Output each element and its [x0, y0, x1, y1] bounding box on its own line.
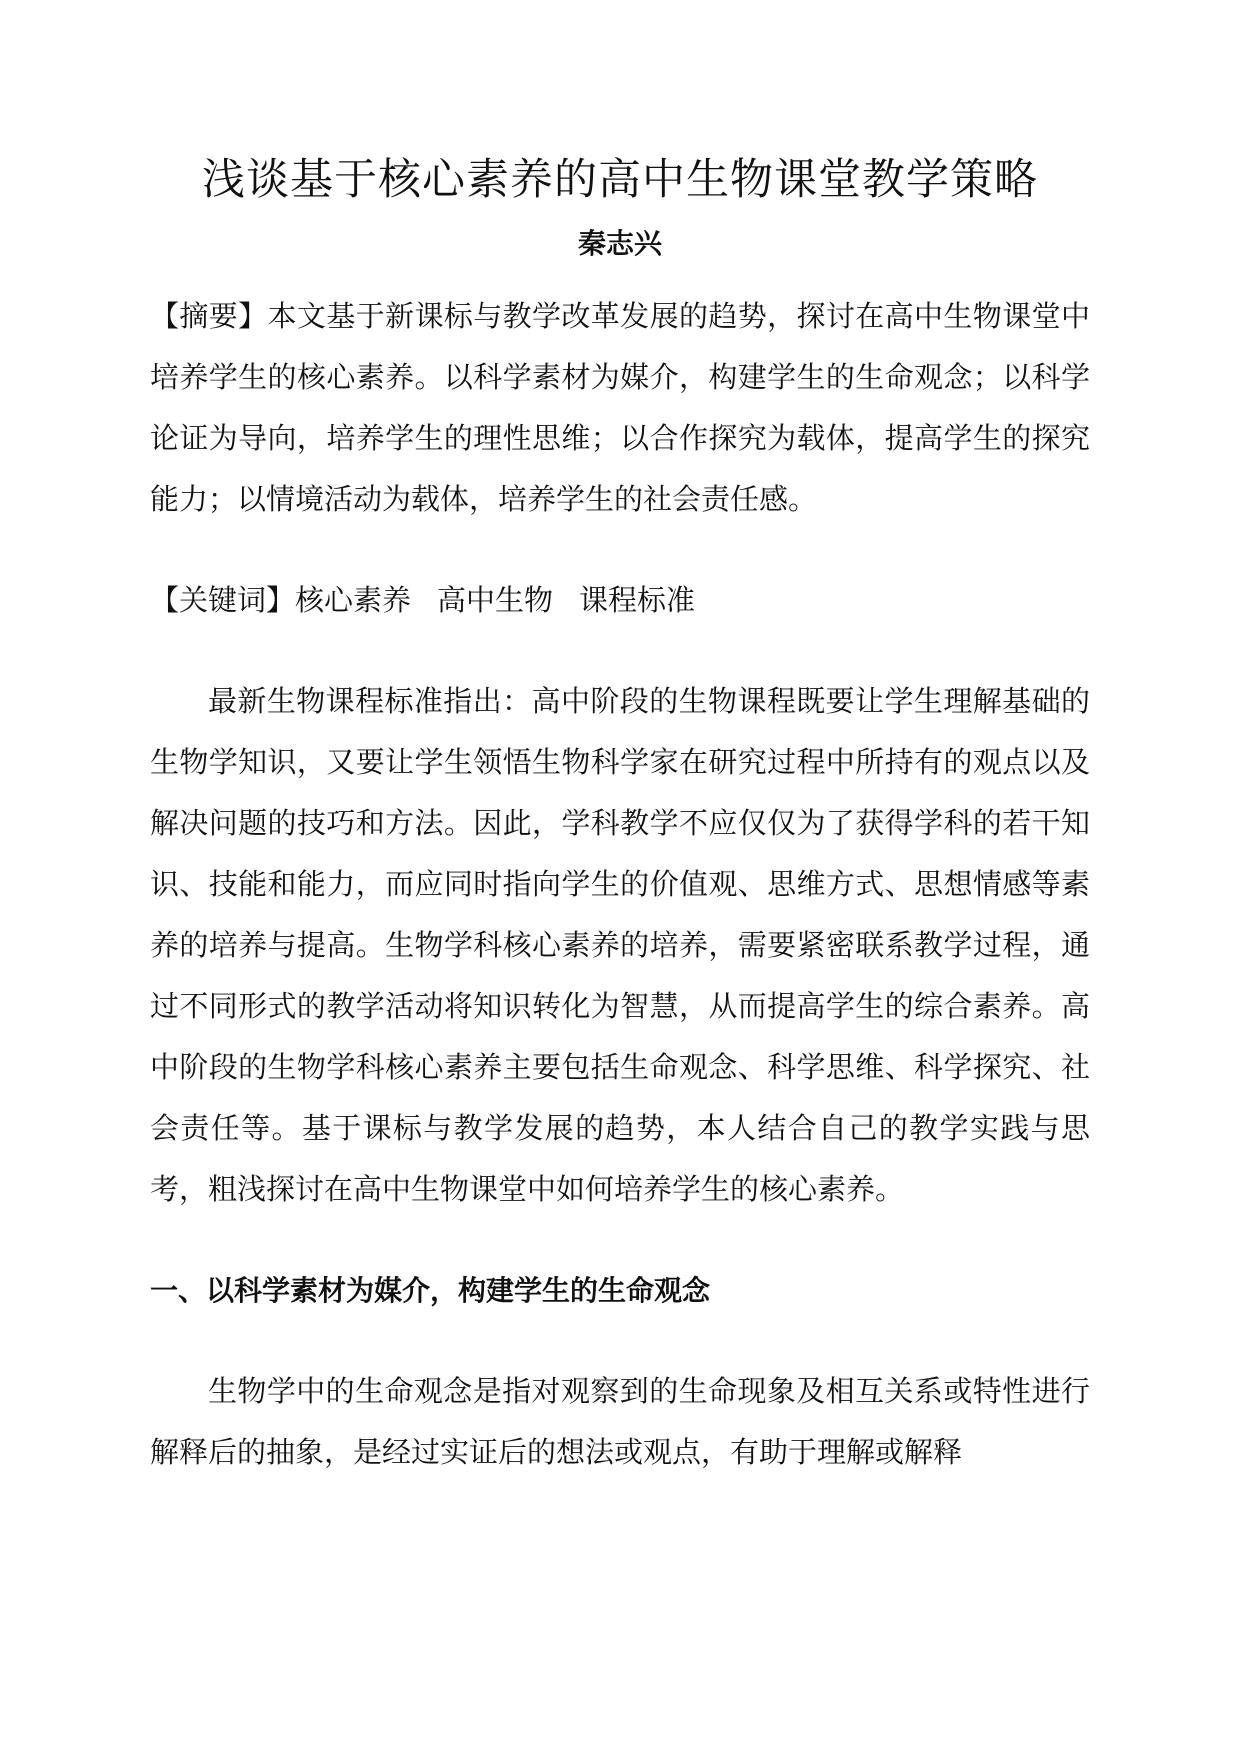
- abstract-text: 本文基于新课标与教学改革发展的趋势，探讨在高中生物课堂中培养学生的核心素养。以科学素材为媒介，构建学生的生命观念；以科学论证为导向，培养学生的理性思维；以合作探究为载体，提高学生的探究能力；以情境活动为载体，培养学生的社会责任感。: [150, 299, 1090, 516]
- intro-paragraph: 最新生物课程标准指出：高中阶段的生物课程既要让学生理解基础的生物学知识，又要让学生领悟生物科学家在研究过程中所持有的观点以及解决问题的技巧和方法。因此，学科教学不应仅仅为了获得学科的若干知识、技能和能力，而应同时指向学生的价值观、思维方式、思想情感等素养的培养与提高。生物学科核心素养的培养，需要紧密联系教学过程，通过不同形式的教学活动将知识转化为智慧，从而提高学生的综合素养。高中阶段的生物学科核心素养主要包括生命观念、科学思维、科学探究、社会责任等。基于课标与教学发展的趋势，本人结合自己的教学实践与思考，粗浅探讨在高中生物课堂中如何培养学生的核心素养。: [150, 684, 1090, 1206]
- abstract-label: 【摘要】: [150, 299, 268, 333]
- author-name: 秦志兴: [577, 227, 662, 260]
- section-heading: 一、以科学素材为媒介，构建学生的生命观念: [150, 1274, 711, 1307]
- section-paragraph: 生物学中的生命观念是指对观察到的生命现象及相互关系或特性进行解释后的抽象，是经过实证后的想法或观点，有助于理解或解释: [150, 1374, 1090, 1469]
- abstract: [150, 286, 1090, 530]
- keywords-label: 【关键词】: [150, 583, 296, 617]
- keyword-item: 核心素养: [295, 583, 412, 617]
- paper-title: 浅谈基于核心素养的高中生物课堂教学策略: [202, 155, 1038, 205]
- keyword-item: 课程标准: [579, 583, 696, 617]
- keywords: [150, 570, 1090, 631]
- document-page: [150, 150, 1090, 1512]
- keyword-item: 高中生物: [437, 583, 554, 617]
